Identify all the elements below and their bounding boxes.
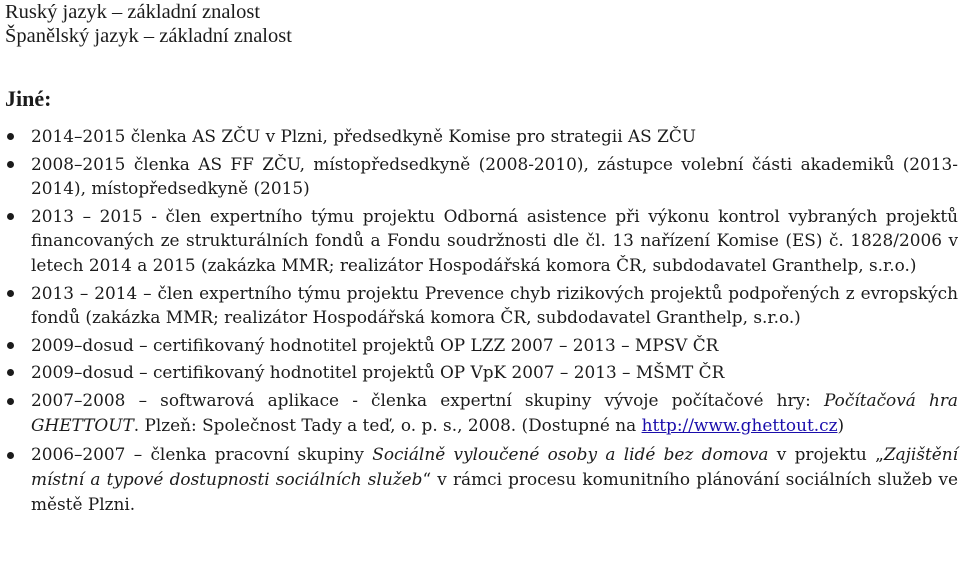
ghettout-link[interactable]: http://www.ghettout.cz	[641, 415, 838, 436]
language-spanish: Španělský jazyk – základní znalost	[5, 25, 292, 47]
list-item: 2014–2015 členka AS ZČU v Plzni, předsedkyně Komise pro strategii AS ZČU	[0, 124, 958, 149]
list-item: 2008–2015 členka AS FF ZČU, místopředsedkyně (2008-2010), zástupce volební části akademiků (2013-2014), místopředsedkyně (2015)	[0, 152, 958, 201]
language-russian: Ruský jazyk – základní znalost	[5, 1, 261, 23]
list-item: 2013 – 2014 – člen expertního týmu projektu Prevence chyb rizikových projektů podpořených z evropských fondů (zakázka MMR; realizátor Hospodářská komora ČR, subdodavatel Granthelp, s.r.o.)	[0, 281, 958, 330]
working-group-name: Sociálně vyloučené osoby a lidé bez domova	[372, 443, 769, 464]
section-heading-other: Jiné:	[5, 86, 52, 111]
list-item: 2009–dosud – certifikovaný hodnotitel projektů OP VpK 2007 – 2013 – MŠMT ČR	[0, 360, 958, 385]
list-item: 2013 – 2015 - člen expertního týmu projektu Odborná asistence při výkonu kontrol vybraných projektů financovaných ze strukturálních fondů a Fondu soudržnosti dle čl. 13 nařízení Komise (ES) č. 1828/2006 v letech 2014 a 2015 (zakázka MMR; realizátor Hospodářská komora ČR, subdodavatel Granthelp, s.r.o.)	[0, 204, 958, 278]
game-title: Počítačová hra GHETTOUT	[31, 389, 958, 436]
project-name: Zajištění místní a typové dostupnosti sociálních služeb	[31, 443, 959, 489]
list-item: 2006–2007 – členka pracovní skupiny Sociálně vyloučené osoby a lidé bez domova v projektu „Zajištění místní a typové dostupnosti sociálních služeb“ v rámci procesu komunitního plánování sociálních služeb ve městě Plzni.	[0, 442, 958, 518]
list-item: 2009–dosud – certifikovaný hodnotitel projektů OP LZZ 2007 – 2013 – MPSV ČR	[0, 333, 958, 358]
list-item: 2007–2008 – softwarová aplikace - členka expertní skupiny vývoje počítačové hry: Počítačová hra GHETTOUT. Plzeň: Společnost Tady a teď, o. p. s., 2008. (Dostupné na http://www.ghettout.cz)	[0, 388, 958, 439]
activity-list	[0, 124, 958, 520]
